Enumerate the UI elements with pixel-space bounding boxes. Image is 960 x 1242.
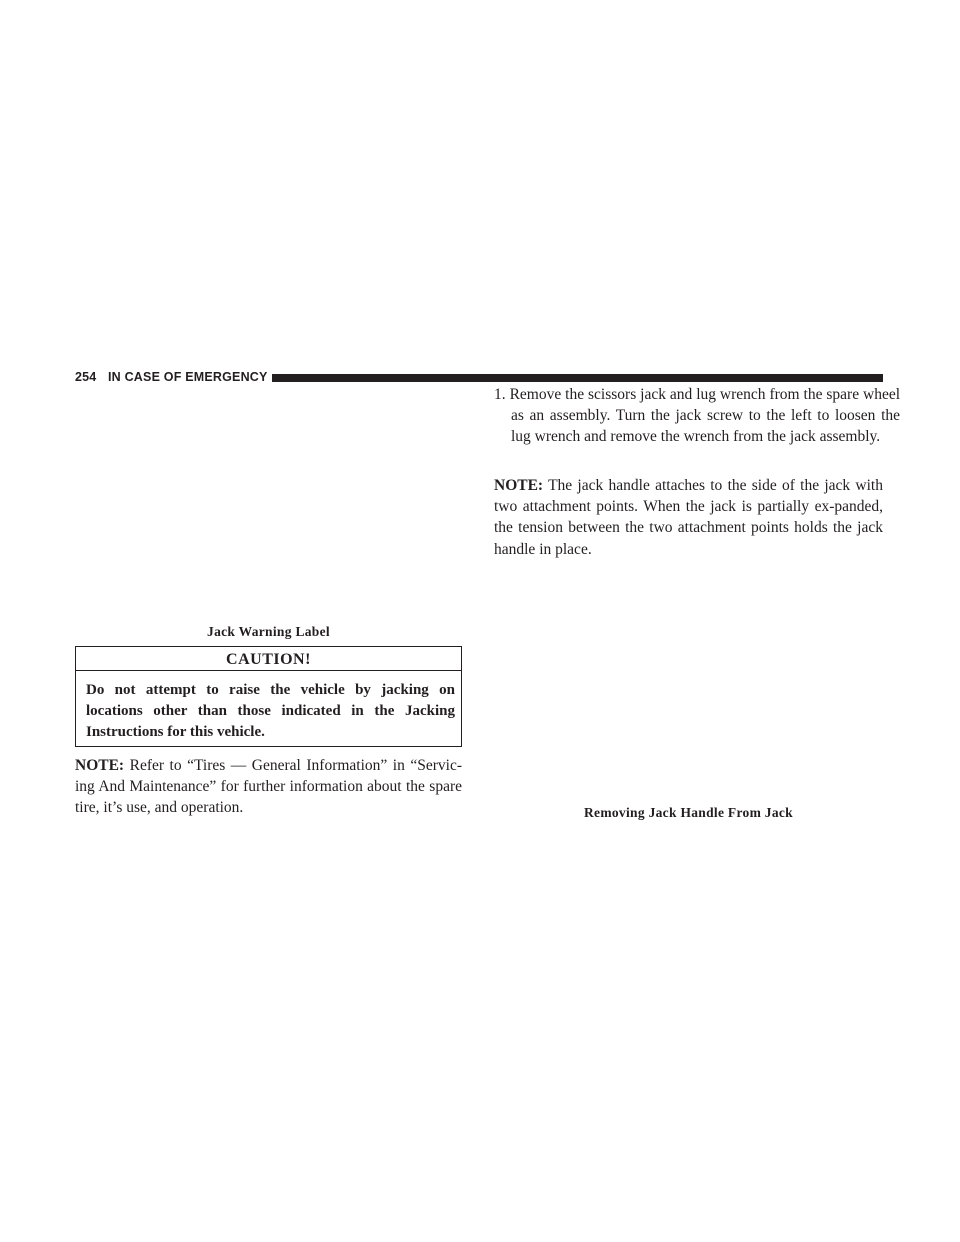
figure-caption-removing-jack-handle: Removing Jack Handle From Jack <box>584 805 793 820</box>
header-rule <box>272 374 883 382</box>
caution-text: Do not attempt to raise the vehicle by jacking on locations other than those indicated in the Jacking Instructions for this vehicle. <box>86 682 455 740</box>
section-title: IN CASE OF EMERGENCY <box>108 370 268 384</box>
caution-box <box>75 646 462 747</box>
caution-title: CAUTION! <box>76 647 461 671</box>
step-1 <box>494 384 900 448</box>
note-label: NOTE: <box>75 757 125 774</box>
note-text: The jack handle attaches to the side of the jack with two attachment points. When the jack is partially ex-panded, the tension between the two attachment points holds the jack handle in place. <box>494 477 883 558</box>
step-text: Remove the scissors jack and lug wrench from the spare wheel as an assembly. Turn the jack screw to the left to loosen the lug wrench and remove the wrench from the jack assembly. <box>509 386 901 446</box>
note-jack-handle <box>494 475 883 560</box>
note-label: NOTE: <box>494 477 544 494</box>
figure-caption-jack-warning-label: Jack Warning Label <box>207 624 330 639</box>
note-text: Refer to “Tires — General Information” in “Servic-ing And Maintenance” for further information about the spare tire, it’s use, and operation. <box>75 757 462 817</box>
page-number: 254 <box>75 370 97 384</box>
step-number: 1. <box>494 386 506 403</box>
note-spare-tire <box>75 755 462 819</box>
